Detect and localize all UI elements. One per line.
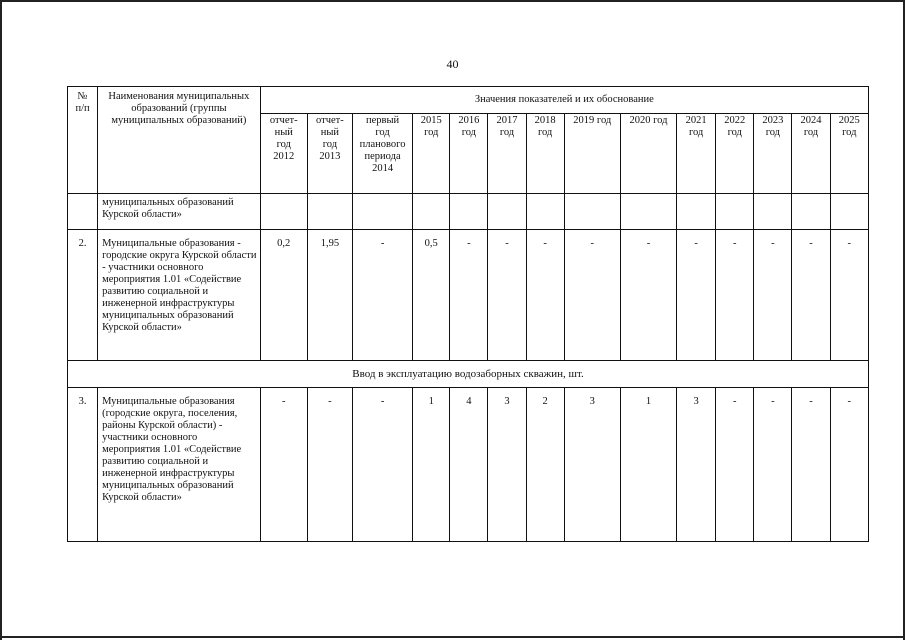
header-year-10: 2022 год (716, 114, 754, 194)
row-value (307, 194, 352, 230)
row-value: - (450, 230, 488, 361)
row-value: - (830, 388, 868, 542)
row-value: 1 (413, 388, 450, 542)
indicators-table (67, 86, 869, 542)
row-value (352, 194, 412, 230)
row-value: 0,2 (260, 230, 307, 361)
row-value: - (754, 230, 792, 361)
row-value (792, 194, 830, 230)
header-year-6: 2018 год (526, 114, 564, 194)
row-value: - (792, 388, 830, 542)
table-row (68, 388, 869, 542)
header-name: Наименования муниципальных образований (группы муниципальных образований) (98, 87, 261, 194)
row-value: 3 (488, 388, 526, 542)
table-body (68, 87, 869, 542)
row-value (620, 194, 676, 230)
row-number (68, 194, 98, 230)
row-value: - (488, 230, 526, 361)
row-value: - (260, 388, 307, 542)
page-edge-left (0, 0, 2, 640)
header-number: № п/п (68, 87, 98, 194)
row-value: - (716, 230, 754, 361)
row-value: - (830, 230, 868, 361)
header-year-0: отчет- ный год 2012 (260, 114, 307, 194)
row-value: - (352, 388, 412, 542)
header-year-7: 2019 год (564, 114, 620, 194)
row-value (564, 194, 620, 230)
row-value: - (677, 230, 716, 361)
row-value (260, 194, 307, 230)
row-value: - (754, 388, 792, 542)
row-value: - (307, 388, 352, 542)
row-value (677, 194, 716, 230)
row-value (450, 194, 488, 230)
table-row (68, 230, 869, 361)
header-year-1: отчет- ный год 2013 (307, 114, 352, 194)
section-title: Ввод в эксплуатацию водозаборных скважин, шт. (68, 361, 869, 388)
table-row (68, 194, 869, 230)
header-row-1 (68, 87, 869, 114)
header-values: Значения показателей и их обоснование (260, 87, 868, 114)
page-number: 40 (446, 57, 459, 71)
row-name: муниципальных образований Курской области» (98, 194, 261, 230)
row-value: 0,5 (413, 230, 450, 361)
page-edge-bottom (0, 636, 905, 638)
row-name: Муниципальные образования (городские округа, поселения, районы Курской области) - участники основного мероприятия 1.01 «Содействие развитию социальной и инженерной инфраструктуры муниципальных образований Курской области» (98, 388, 261, 542)
row-value: 1 (620, 388, 676, 542)
row-value (754, 194, 792, 230)
row-number: 2. (68, 230, 98, 361)
row-value (716, 194, 754, 230)
row-value: - (352, 230, 412, 361)
header-year-11: 2023 год (754, 114, 792, 194)
row-value: 4 (450, 388, 488, 542)
row-value (488, 194, 526, 230)
row-value: 1,95 (307, 230, 352, 361)
row-value: - (526, 230, 564, 361)
row-value: 3 (564, 388, 620, 542)
row-value (830, 194, 868, 230)
section-row (68, 361, 869, 388)
header-year-13: 2025 год (830, 114, 868, 194)
header-year-3: 2015 год (413, 114, 450, 194)
header-year-8: 2020 год (620, 114, 676, 194)
row-value (526, 194, 564, 230)
header-year-5: 2017 год (488, 114, 526, 194)
header-year-2: первый год планового периода 2014 (352, 114, 412, 194)
header-year-12: 2024 год (792, 114, 830, 194)
header-year-4: 2016 год (450, 114, 488, 194)
row-value: 2 (526, 388, 564, 542)
page-edge-top (0, 0, 905, 2)
row-value (413, 194, 450, 230)
row-value: 3 (677, 388, 716, 542)
row-value: - (620, 230, 676, 361)
row-name: Муниципальные образования - городские округа Курской области - участники основного мероприятия 1.01 «Содействие развитию социальной и инженерной инфраструктуры муниципальных образований Курской области» (98, 230, 261, 361)
row-value: - (792, 230, 830, 361)
row-number: 3. (68, 388, 98, 542)
row-value: - (716, 388, 754, 542)
row-value: - (564, 230, 620, 361)
header-year-9: 2021 год (677, 114, 716, 194)
